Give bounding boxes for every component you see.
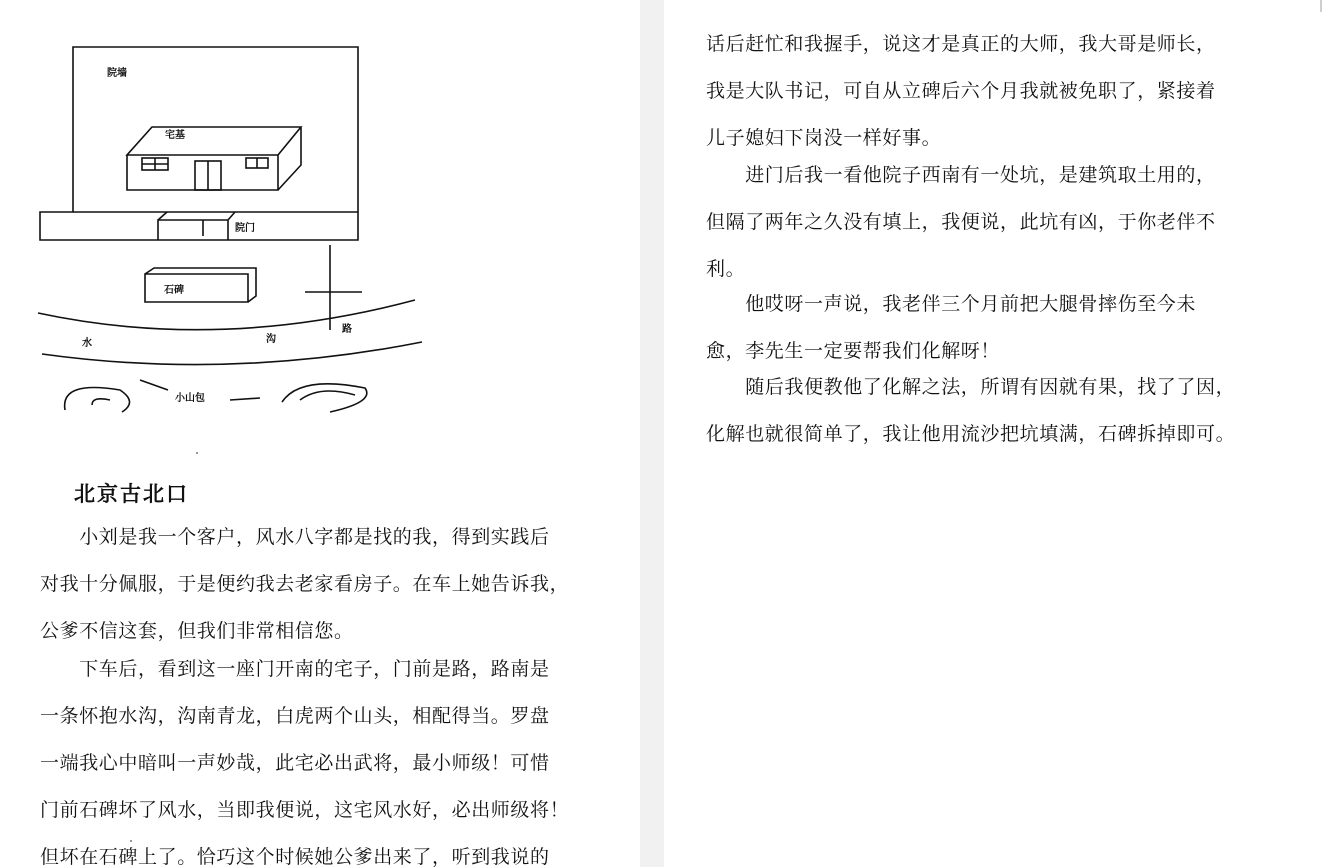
right-paragraph-1: 话后赶忙和我握手，说这才是真正的大师，我大哥是师长， 我是大队书记，可自从立碑后六个月我就被免职了，紧接着 儿子媳妇下岗没一样好事。 xyxy=(706,33,1216,149)
scan-speck xyxy=(196,452,198,454)
hill-right-inner xyxy=(300,391,355,400)
label-ditch: 沟 xyxy=(266,334,276,345)
left-paragraph-2: 下车后，看到这一座门开南的宅子，门前是路，路南是 一条怀抱水沟，沟南青龙，白虎两个山头，相配得当。罗盘 一端我心中暗叫一声妙哉，此宅必出武将，最小师级！可惜 门前石碑坏了风水，当即我便说，这宅风水好，必出师级将！ 但坏在石碑上了。恰巧这个时候她公爹出来了，听到我说的 xyxy=(40,658,570,867)
label-small-hill: 小山包 xyxy=(175,393,205,404)
left-paragraph-1: 小刘是我一个客户，风水八字都是找的我，得到实践后 对我十分佩服，于是便约我去老家看房子。在车上她告诉我， 公爹不信这套，但我们非常相信您。 xyxy=(40,526,570,642)
yard-gate-outline xyxy=(158,212,235,240)
label-road: 路 xyxy=(342,324,352,335)
house-layout-sketch xyxy=(30,30,450,430)
scan-speck xyxy=(130,840,132,842)
label-water: 水 xyxy=(82,338,92,349)
stone-tablet-outline xyxy=(145,268,256,302)
section-heading: 北京古北口 xyxy=(74,482,189,506)
right-paragraph-4: 随后我便教他了化解之法，所谓有因就有果，找了了因， 化解也就很简单了，我让他用流沙把坑填满，石碑拆掉即可。 xyxy=(706,376,1236,445)
yard-wall-outline xyxy=(40,47,358,240)
left-page xyxy=(0,0,640,867)
ditch-upper-curve xyxy=(38,300,415,330)
ditch-lower-curve xyxy=(42,342,422,365)
hill-left-inner xyxy=(92,399,110,405)
page-gutter xyxy=(640,0,664,867)
label-stone-tablet: 石碑 xyxy=(164,285,184,296)
label-house: 宅基 xyxy=(165,130,185,141)
right-page xyxy=(664,0,1324,867)
scrollbar-indicator[interactable] xyxy=(1320,0,1322,12)
label-yard-gate: 院门 xyxy=(235,223,255,234)
right-paragraph-3: 他哎呀一声说，我老伴三个月前把大腿骨摔伤至今未 愈，李先生一定要帮我们化解呀！ xyxy=(706,293,1197,362)
label-yard-wall: 院墙 xyxy=(107,68,127,79)
right-paragraph-2: 进门后我一看他院子西南有一处坑，是建筑取土用的， 但隔了两年之久没有填上，我便说，此坑有凶，于你老伴不 利。 xyxy=(706,164,1216,280)
hill-right-outer xyxy=(282,384,367,412)
